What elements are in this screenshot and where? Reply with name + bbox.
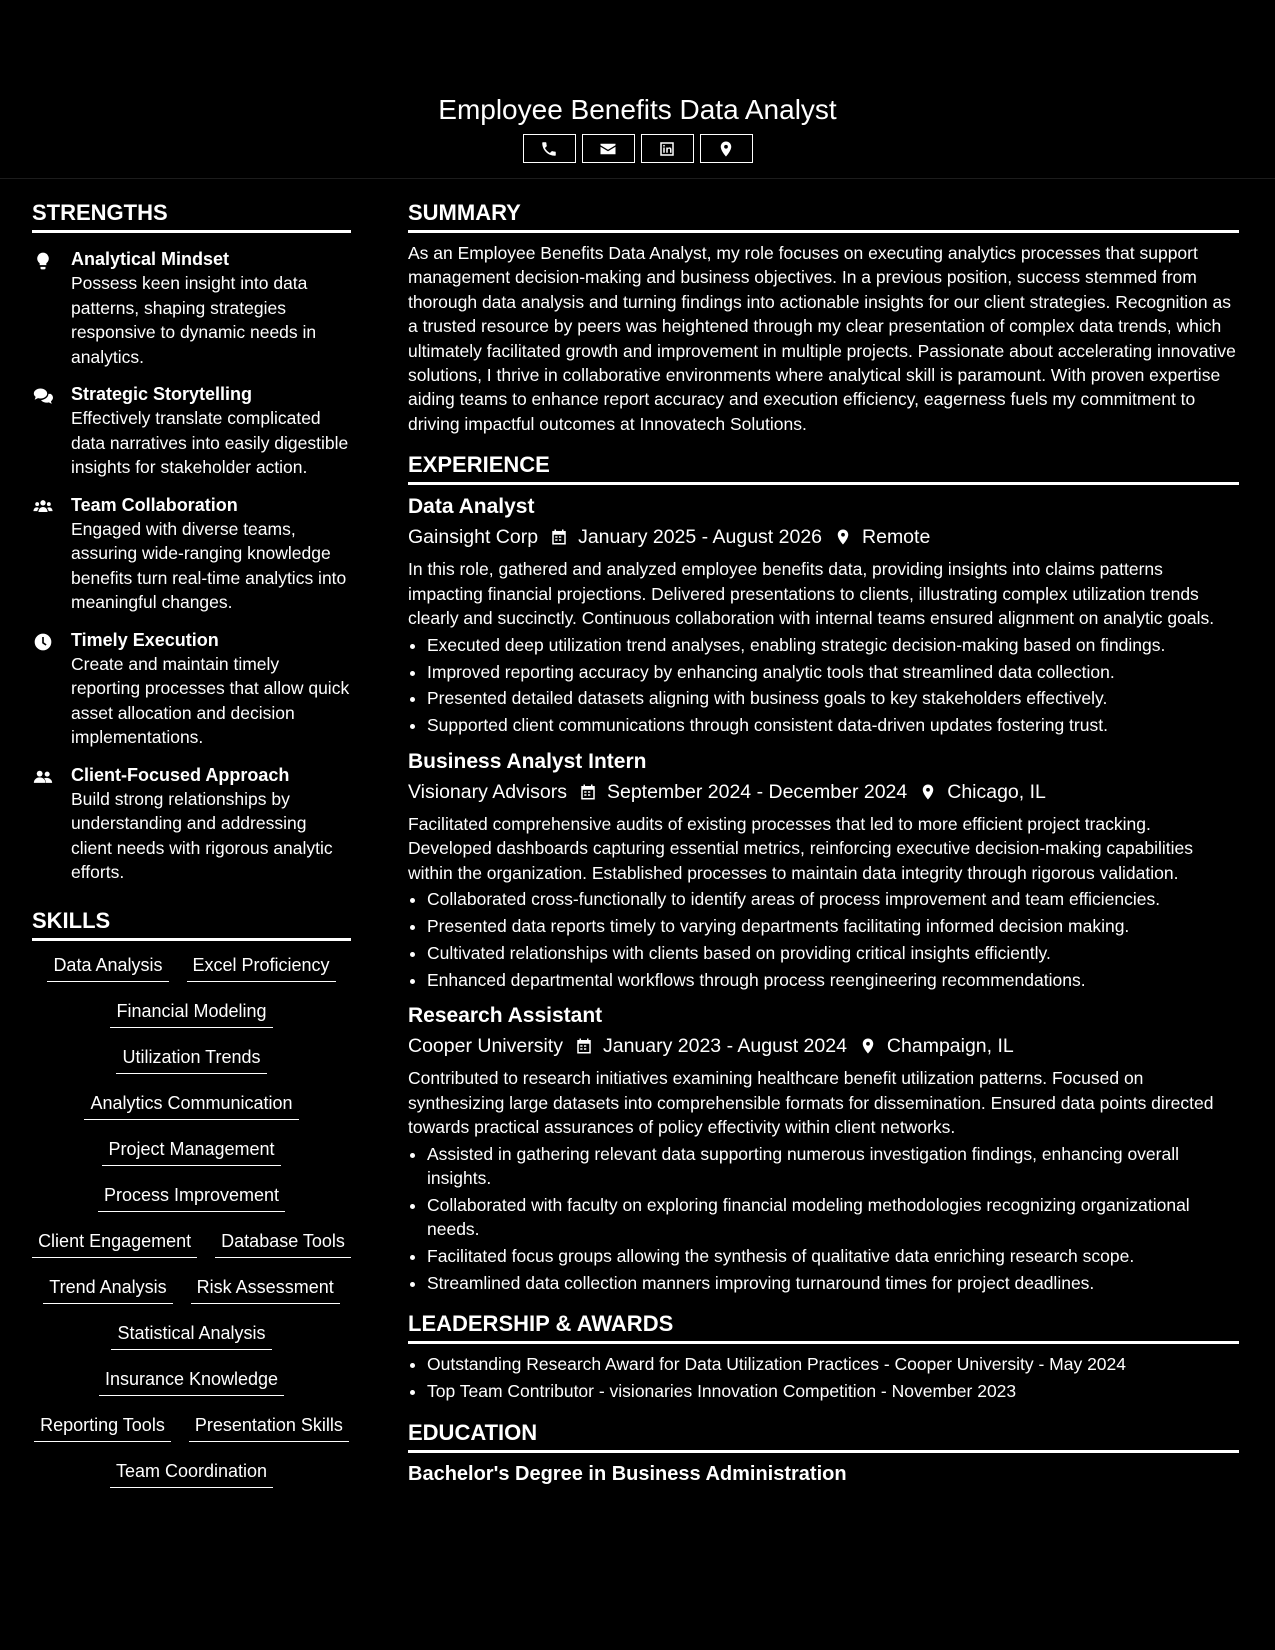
job-bullet: • Streamlined data collection manners improving turnaround times for project deadlines.	[427, 1271, 1239, 1296]
job-meta	[408, 779, 1239, 805]
strength-title: Team Collaboration	[71, 494, 238, 515]
linkedin-button[interactable]	[641, 134, 694, 163]
job-entry	[408, 748, 1239, 992]
job-bullets	[408, 1142, 1239, 1296]
job-bullet: • Presented detailed datasets aligning with business goals to key stakeholders effectively.	[427, 686, 1239, 711]
job-company: Visionary Advisors	[408, 780, 567, 803]
strength-item	[32, 382, 351, 480]
summary-heading: SUMMARY	[408, 198, 1239, 233]
job-title: Data Analyst	[408, 495, 535, 519]
job-dates: January 2023 - August 2024	[602, 1035, 847, 1058]
strength-desc: Build strong relationships by understanding and addressing client needs with rigorous analytic efforts.	[71, 788, 333, 882]
clock-icon	[32, 632, 56, 652]
job-bullet: • Collaborated with faculty on exploring financial modeling methodologies recognizing organizational needs.	[427, 1193, 1239, 1242]
map-marker-icon	[919, 782, 937, 802]
strength-desc: Engaged with diverse teams, assuring wide-ranging knowledge benefits turn real-time analytics into meaningful changes.	[71, 518, 347, 612]
calendar-icon	[579, 782, 597, 802]
award-item: • Outstanding Research Award for Data Utilization Practices - Cooper University - May 2024	[427, 1352, 1239, 1377]
job-bullet: • Enhanced departmental workflows through process reengineering recommendations.	[427, 968, 1239, 993]
job-bullet: • Collaborated cross-functionally to identify areas of process improvement and team efficiencies.	[427, 887, 1239, 912]
skill-tag: Utilization Trends	[116, 1045, 266, 1074]
skill-tag: Project Management	[102, 1137, 280, 1166]
linkedin-icon	[658, 140, 676, 158]
job-entry	[408, 1002, 1239, 1295]
skills-heading: SKILLS	[32, 906, 351, 941]
skill-tag: Financial Modeling	[110, 999, 272, 1028]
skill-tag: Trend Analysis	[43, 1275, 172, 1304]
strength-item	[32, 247, 351, 369]
strengths-heading: STRENGTHS	[32, 198, 351, 233]
skill-tag: Process Improvement	[98, 1183, 285, 1212]
job-bullets	[408, 633, 1239, 738]
calendar-icon	[575, 1036, 593, 1056]
job-dates: September 2024 - December 2024	[606, 780, 908, 803]
skill-tag: Excel Proficiency	[187, 953, 336, 982]
job-description: Contributed to research initiatives examining healthcare benefit utilization patterns. Focused on synthesizing large datasets into comprehensible formats for dissemination. Ensured data points directed towards practical assurances of policy effectivity within client networks.	[408, 1068, 1214, 1138]
skill-tag: Database Tools	[215, 1229, 351, 1258]
skill-tag: Statistical Analysis	[111, 1321, 271, 1350]
location-button[interactable]	[700, 134, 753, 163]
phone-button[interactable]	[523, 134, 576, 163]
skill-tag: Presentation Skills	[189, 1413, 349, 1442]
map-marker-icon	[834, 527, 852, 547]
job-entry	[408, 493, 1239, 737]
job-company: Cooper University	[408, 1035, 563, 1058]
page-title: Employee Benefits Data Analyst	[438, 94, 837, 125]
education-heading: EDUCATION	[408, 1418, 1239, 1453]
strength-title: Strategic Storytelling	[71, 384, 253, 404]
job-bullet: • Improved reporting accuracy by enhancing analytic tools that streamlined data collection.	[427, 660, 1239, 685]
phone-icon	[540, 140, 558, 158]
job-location: Remote	[862, 526, 931, 549]
job-description: Facilitated comprehensive audits of existing processes that led to more efficient project tracking. Developed dashboards capturing essential metrics, reinforcing executive decision-making capabilities within the organization. Established processes to maintain data integrity through rigorous validation.	[408, 813, 1193, 883]
job-bullet: • Assisted in gathering relevant data supporting numerous investigation findings, enhancing overall insights.	[427, 1142, 1239, 1191]
strengths-list	[32, 247, 351, 885]
skill-tag: Analytics Communication	[84, 1091, 298, 1120]
strength-title: Analytical Mindset	[71, 249, 230, 269]
job-company: Gainsight Corp	[408, 526, 539, 549]
user-friends-icon	[32, 767, 56, 787]
calendar-icon	[550, 527, 568, 547]
job-bullet: • Supported client communications through consistent data-driven updates fostering trust.	[427, 713, 1239, 738]
strength-item	[32, 763, 351, 885]
job-description: In this role, gathered and analyzed employee benefits data, providing insights into claims patterns impacting financial projections. Delivered presentations to clients, illustrating complex utilization trends clearly and succinctly. Continuous collaboration with internal teams ensured alignment on analytic goals.	[408, 559, 1215, 629]
skill-tag: Data Analysis	[47, 953, 168, 982]
job-bullet: • Facilitated focus groups allowing the synthesis of qualitative data enriching research scope.	[427, 1244, 1239, 1269]
job-title: Business Analyst Intern	[408, 749, 647, 773]
strength-desc: Possess keen insight into data patterns, shaping strategies responsive to dynamic needs in analytics.	[71, 273, 317, 367]
strength-desc: Effectively translate complicated data narratives into easily digestible insights for stakeholder action.	[71, 408, 349, 477]
strength-title: Client-Focused Approach	[71, 764, 290, 785]
map-marker-icon	[859, 1036, 877, 1056]
right-column	[408, 198, 1239, 1488]
email-button[interactable]	[582, 134, 635, 163]
job-title: Research Assistant	[408, 1004, 603, 1028]
job-bullet: • Presented data reports timely to varying departments facilitating informed decision making.	[427, 914, 1239, 939]
awards-list	[408, 1352, 1239, 1403]
comments-icon	[32, 386, 56, 406]
awards-heading: LEADERSHIP & AWARDS	[408, 1309, 1239, 1344]
job-location: Champaign, IL	[886, 1035, 1014, 1058]
skill-tag: Insurance Knowledge	[99, 1367, 284, 1396]
education-degree: Bachelor's Degree in Business Administration	[408, 1462, 847, 1485]
envelope-icon	[599, 140, 617, 158]
job-bullets	[408, 887, 1239, 992]
job-bullet: • Executed deep utilization trend analyses, enabling strategic decision-making based on findings.	[427, 633, 1239, 658]
job-bullet: • Cultivated relationships with clients based on providing critical insights efficiently.	[427, 941, 1239, 966]
skill-tag: Risk Assessment	[191, 1275, 340, 1304]
resume-header	[0, 0, 1275, 179]
strength-item	[32, 493, 351, 615]
skill-tag: Team Coordination	[110, 1459, 273, 1488]
job-meta	[408, 524, 1239, 550]
strength-desc: Create and maintain timely reporting processes that allow quick asset allocation and decision implementations.	[71, 653, 350, 747]
award-item: • Top Team Contributor - visionaries Innovation Competition - November 2023	[427, 1379, 1239, 1404]
skill-tag: Reporting Tools	[34, 1413, 171, 1442]
strength-title: Timely Execution	[71, 629, 219, 650]
map-marker-icon	[717, 140, 735, 158]
contact-icons	[0, 134, 1275, 163]
lightbulb-icon	[32, 251, 56, 271]
skill-tag: Client Engagement	[32, 1229, 197, 1258]
users-icon	[32, 497, 56, 517]
summary-text: As an Employee Benefits Data Analyst, my role focuses on executing analytics processes that support management decision-making and business objectives. In a previous position, success stemmed from thorough data analysis and turning findings into actionable insights for our client strategies. Recognition as a trusted resource by peers was heightened through my clear presentation of complex data trends, which ultimately facilitated growth and improvement in multiple projects. Passionate about accelerating innovative solutions, I thrive in collaborative environments where analytical skill is paramount. With proven expertise aiding teams to enhance report accuracy and execution efficiency, eagerness fuels my commitment to driving impactful outcomes at Innovatech Solutions.	[408, 243, 1236, 434]
left-column	[32, 198, 351, 1505]
strength-item	[32, 628, 351, 750]
skills-list	[32, 953, 351, 1505]
job-dates: January 2025 - August 2026	[578, 526, 823, 549]
experience-heading: EXPERIENCE	[408, 450, 1239, 485]
job-meta	[408, 1033, 1239, 1059]
job-location: Chicago, IL	[947, 780, 1046, 803]
